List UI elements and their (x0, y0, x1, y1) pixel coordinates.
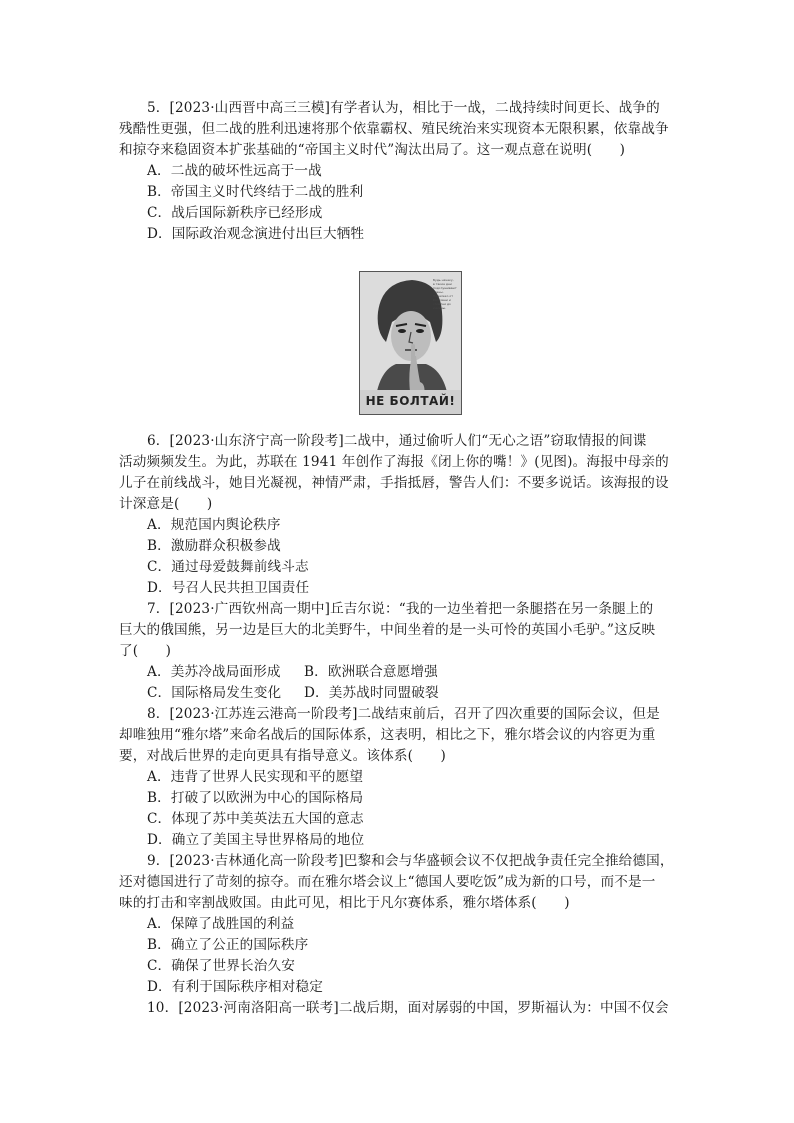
q7-stem-line-2: 巨大的俄国熊，另一边是巨大的北美野牛，中间坐着的是一头可怜的英国小毛驴。”这反映 (119, 622, 656, 638)
q8-option-c: C．体现了苏中美英法五大国的意志 (147, 811, 364, 827)
q8-stem-line-3: 要，对战后世界的走向更具有指导意义。该体系( ) (119, 748, 447, 764)
q6-option-c: C．通过母爱鼓舞前线斗志 (147, 559, 309, 575)
q10-stem-line-1: 10．[2023·河南洛阳高一联考]二战后期，面对孱弱的中国，罗斯福认为：中国不仅会 (147, 1000, 669, 1016)
q7-option-a: A．美苏冷战局面形成 (147, 664, 281, 680)
q5-stem-line-2: 残酷性更强，但二战的胜利迅速将那个依靠霸权、殖民统治来实现资本无限积累，依靠战争 (119, 121, 669, 137)
q9-option-a: A．保障了战胜国的利益 (147, 916, 295, 932)
q6-option-a: A．规范国内舆论秩序 (147, 517, 281, 533)
q7-option-d: D．美苏战时同盟破裂 (304, 685, 439, 701)
q7-option-c: C．国际格局发生变化 (147, 685, 282, 701)
q5-option-d: D．国际政治观念演进付出巨大牺牲 (147, 226, 365, 242)
q9-option-b: B．确立了公正的国际秩序 (147, 937, 309, 953)
q9-stem-line-2: 还对德国进行了苛刻的掠夺。而在雅尔塔会议上“德国人要吃饭”成为新的口号，而不是一 (119, 874, 656, 890)
q9-stem-line-3: 味的打击和宰割战败国。由此可见，相比于凡尔赛体系，雅尔塔体系( ) (119, 895, 570, 911)
q5-stem-line-1: 5．[2023·山西晋中高三三模]有学者认为，相比于一战，二战持续时间更长、战争的 (147, 100, 660, 116)
q7-option-b: B．欧洲联合意愿增强 (304, 664, 438, 680)
poster-small-text: Будь начеку, в такие дни подслушивают стены. Недалеко от болтовни и сплетни до измены. (433, 278, 457, 310)
q6-option-b: B．激励群众积极参战 (147, 538, 281, 554)
q7-stem-line-3: 了( ) (119, 643, 172, 659)
q6-stem-line-1: 6．[2023·山东济宁高一阶段考]二战中，通过偷听人们“无心之语”窃取情报的间谍 (147, 433, 647, 449)
q6-stem-line-3: 儿子在前线战斗，她目光凝视，神情严肃，手指抵唇，警告人们：不要多说话。该海报的设 (119, 475, 669, 491)
q9-option-c: C．确保了世界长治久安 (147, 958, 295, 974)
soviet-poster-image (359, 271, 462, 415)
q8-stem-line-1: 8．[2023·江苏连云港高一阶段考]二战结束前后，召开了四次重要的国际会议，但是 (147, 706, 660, 722)
q6-stem-line-2: 活动频频发生。为此，苏联在 1941 年创作了海报《闭上你的嘴！》(见图)。海报中母亲的 (119, 454, 669, 470)
q8-option-a: A．违背了世界人民实现和平的愿望 (147, 769, 364, 785)
q5-stem-line-3: 和掠夺来稳固资本扩张基础的“帝国主义时代”淘汰出局了。这一观点意在说明( ) (119, 142, 626, 158)
q8-option-d: D．确立了美国主导世界格局的地位 (147, 832, 365, 848)
q6-stem-line-4: 计深意是( ) (119, 496, 213, 512)
q8-option-b: B．打破了以欧洲为中心的国际格局 (147, 790, 364, 806)
q9-option-d: D．有利于国际秩序相对稳定 (147, 979, 323, 995)
q6-option-d: D．号召人民共担卫国责任 (147, 580, 310, 596)
q5-option-c: C．战后国际新秩序已经形成 (147, 205, 323, 221)
q9-stem-line-1: 9．[2023·吉林通化高一阶段考]巴黎和会与华盛顿会议不仅把战争责任完全推给德国， (147, 853, 674, 869)
q5-option-a: A．二战的破坏性远高于一战 (147, 163, 322, 179)
q8-stem-line-2: 却唯独用“雅尔塔”来命名战后的国际体系，这表明，相比之下，雅尔塔会议的内容更为重 (119, 727, 656, 743)
q5-option-b: B．帝国主义时代终结于二战的胜利 (147, 184, 364, 200)
q7-stem-line-1: 7．[2023·广西钦州高一期中]丘吉尔说：“我的一边坐着把一条腿搭在另一条腿上的 (147, 601, 654, 617)
poster-caption: НЕ БОЛТАЙ! (365, 394, 456, 408)
